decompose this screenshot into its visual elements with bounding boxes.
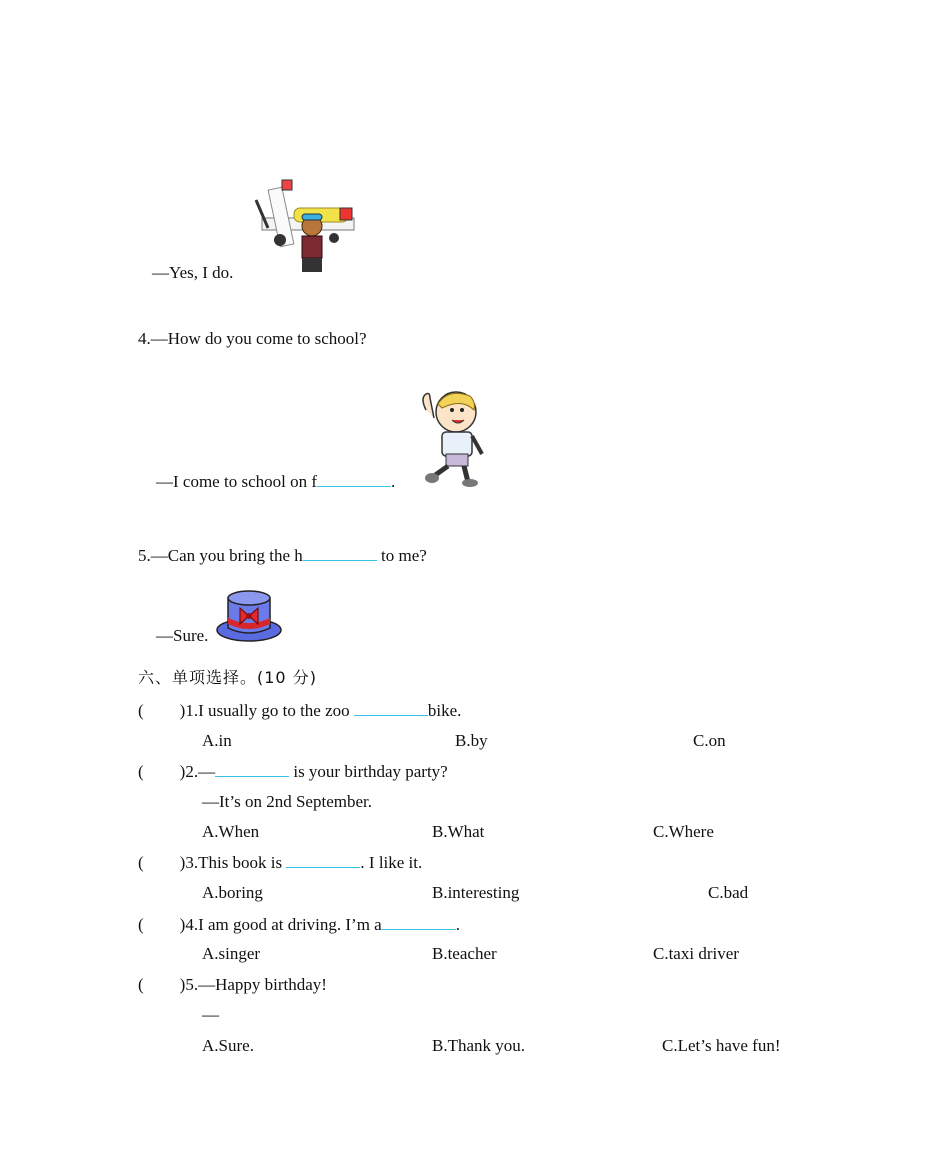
mc-q2-text: )2.— — [179, 762, 216, 781]
top-hat-icon — [214, 586, 284, 644]
q4-answer-blank[interactable] — [317, 471, 391, 487]
mc-q4-option-a[interactable]: A.singer — [202, 944, 261, 963]
mc-q1-option-a[interactable]: A.in — [202, 731, 232, 750]
mc-q1-blank[interactable] — [354, 700, 428, 716]
mc-q2-option-b[interactable]: B.What — [432, 822, 485, 841]
mc-question-2 — [138, 761, 448, 782]
mc-q5-text: )5.—Happy birthday! — [179, 975, 327, 994]
mc-q1-end: bike. — [427, 701, 462, 720]
q4-answer-end: . — [391, 472, 396, 491]
mc-q5-option-b[interactable]: B.Thank you. — [432, 1036, 526, 1055]
q4-question: 4.—How do you come to school? — [138, 329, 367, 348]
q5-question-blank[interactable] — [303, 545, 377, 561]
mc-q2-option-c[interactable]: C.Where — [653, 822, 714, 841]
mc-question-3 — [138, 852, 422, 873]
mc-question-4 — [138, 914, 460, 935]
mc-q1-text: )1.I usually go to the zoo — [179, 701, 354, 720]
answer-paren[interactable]: ( — [138, 701, 144, 720]
mc-q3-blank[interactable] — [286, 852, 360, 868]
walking-boy-icon — [418, 388, 488, 488]
mc-q2-reply: —It’s on 2nd September. — [202, 792, 372, 811]
part6-heading: 六、单项选择。(10 分) — [138, 668, 317, 687]
q5-question — [138, 545, 427, 566]
mc-q5-option-c[interactable]: C.Let’s have fun! — [662, 1036, 781, 1055]
pilot-plane-icon — [252, 178, 358, 276]
mc-q2-option-a[interactable]: A.When — [202, 822, 260, 841]
mc-q3-option-b[interactable]: B.interesting — [432, 883, 520, 902]
mc-q4-option-c[interactable]: C.taxi driver — [653, 944, 739, 963]
answer-paren[interactable]: ( — [138, 975, 144, 994]
q3-answer: —Yes, I do. — [152, 263, 234, 282]
mc-q5-option-a[interactable]: A.Sure. — [202, 1036, 254, 1055]
mc-q1-option-c[interactable]: C.on — [693, 731, 726, 750]
answer-paren[interactable]: ( — [138, 915, 144, 934]
mc-q4-end: . — [455, 915, 460, 934]
q4-answer — [156, 471, 395, 492]
mc-q3-text: )3.This book is — [179, 853, 287, 872]
mc-question-1 — [138, 700, 461, 721]
mc-q2-end: is your birthday party? — [289, 762, 448, 781]
answer-paren[interactable]: ( — [138, 853, 144, 872]
q5-question-end: to me? — [376, 546, 427, 565]
q5-answer: —Sure. — [156, 626, 209, 645]
mc-question-5 — [138, 975, 327, 995]
mc-q3-end: . I like it. — [360, 853, 423, 872]
mc-q4-text: )4.I am good at driving. I’m a — [179, 915, 382, 934]
mc-q4-blank[interactable] — [382, 914, 456, 930]
mc-q4-option-b[interactable]: B.teacher — [432, 944, 497, 963]
mc-q2-blank[interactable] — [215, 761, 289, 777]
mc-q3-option-a[interactable]: A.boring — [202, 883, 263, 902]
mc-q5-reply: — — [202, 1005, 219, 1024]
mc-q1-option-b[interactable]: B.by — [455, 731, 488, 750]
q4-answer-text: —I come to school on f — [156, 472, 317, 491]
answer-paren[interactable]: ( — [138, 762, 144, 781]
mc-q3-option-c[interactable]: C.bad — [708, 883, 749, 902]
q5-question-text: 5.—Can you bring the h — [138, 546, 303, 565]
